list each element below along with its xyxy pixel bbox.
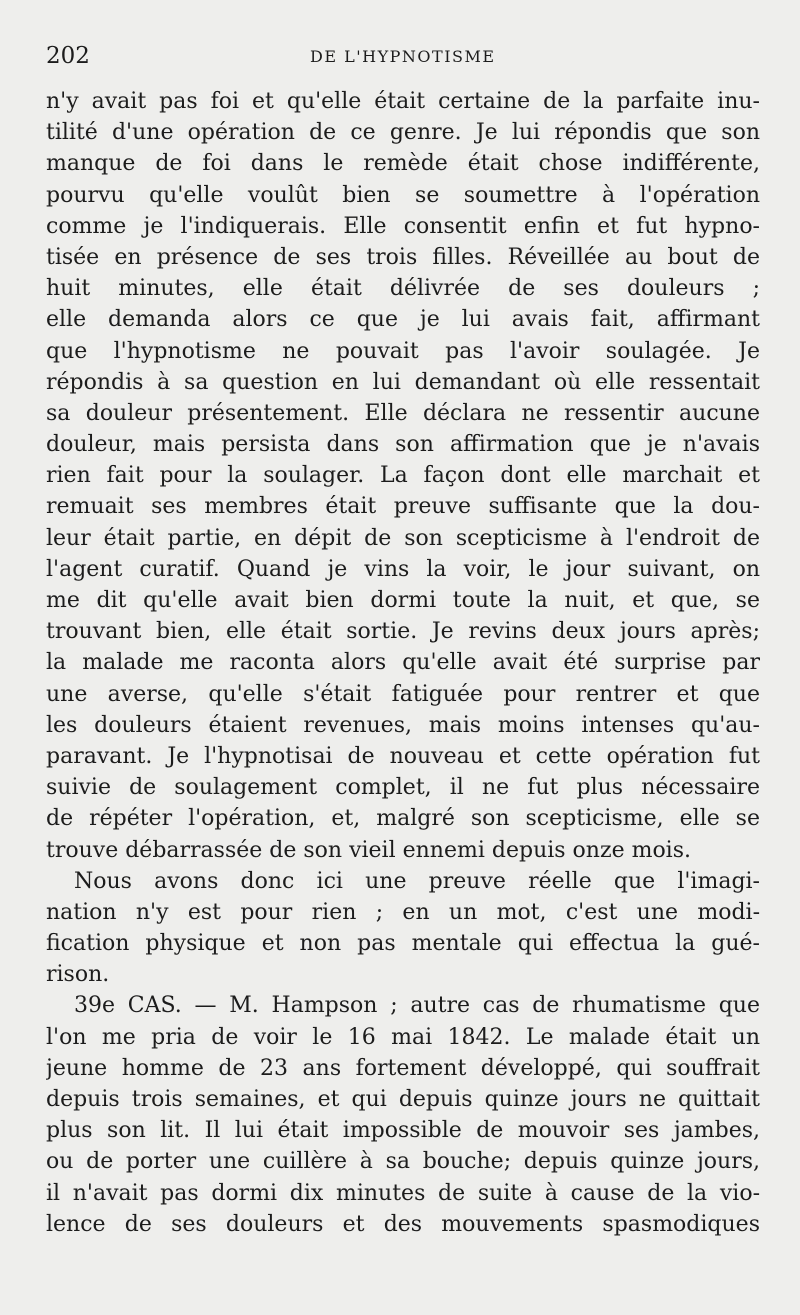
text-line: huit minutes, elle était délivrée de ses douleurs ; (46, 276, 760, 302)
page-header (46, 40, 760, 72)
text-line: la malade me raconta alors qu'elle avait été surprise par (46, 650, 760, 676)
page-number: 202 (46, 43, 90, 69)
text-line: les douleurs étaient revenues, mais moins intenses qu'au- (46, 712, 760, 738)
text-line: sa douleur présentement. Elle déclara ne ressentir aucune (46, 400, 760, 426)
text-line: il n'avait pas dormi dix minutes de suite à cause de la vio- (46, 1180, 760, 1206)
text-line: suivie de soulagement complet, il ne fut plus nécessaire (46, 775, 760, 801)
running-head: DE L'HYPNOTISME (310, 47, 496, 66)
text-line: trouve débarrassée de son vieil ennemi depuis onze mois. (46, 837, 692, 863)
text-line: rien fait pour la soulager. La façon dont elle marchait et (46, 463, 760, 489)
text-line: tisée en présence de ses trois filles. Réveillée au bout de (46, 244, 760, 270)
case-heading-line: 39e CAS. — M. Hampson ; autre cas de rhumatisme que (74, 993, 760, 1019)
text-line: trouvant bien, elle était sortie. Je revins deux jours après; (46, 619, 760, 645)
text-line: douleur, mais persista dans son affirmation que je n'avais (46, 432, 760, 458)
text-line: paravant. Je l'hypnotisai de nouveau et cette opération fut (46, 743, 760, 769)
body-text (46, 86, 760, 1240)
text-line: lence de ses douleurs et des mouvements spasmodiques (46, 1211, 760, 1237)
text-line: tilité d'une opération de ce genre. Je lui répondis que son (46, 120, 760, 146)
text-line: de répéter l'opération, et, malgré son scepticisme, elle se (46, 806, 760, 832)
text-line: l'on me pria de voir le 16 mai 1842. Le malade était un (46, 1024, 760, 1050)
text-line: ou de porter une cuillère à sa bouche; depuis quinze jours, (46, 1149, 760, 1175)
paragraph-start-line: Nous avons donc ici une preuve réelle que l'imagi- (74, 868, 760, 894)
text-line: comme je l'indiquerais. Elle consentit enfin et fut hypno- (46, 213, 760, 239)
text-line: l'agent curatif. Quand je vins la voir, le jour suivant, on (46, 556, 760, 582)
text-line: rison. (46, 962, 110, 988)
text-line: remuait ses membres était preuve suffisante que la dou- (46, 494, 760, 520)
text-line: pourvu qu'elle voulût bien se soumettre à l'opération (46, 182, 760, 208)
text-line: jeune homme de 23 ans fortement développé, qui souffrait (46, 1055, 760, 1081)
text-line: que l'hypnotisme ne pouvait pas l'avoir soulagée. Je (46, 338, 760, 364)
text-line: me dit qu'elle avait bien dormi toute la nuit, et que, se (46, 588, 760, 613)
text-line: nation n'y est pour rien ; en un mot, c'est une modi- (46, 899, 760, 925)
text-line: plus son lit. Il lui était impossible de mouvoir ses jambes, (46, 1118, 760, 1144)
text-line: leur était partie, en dépit de son scepticisme à l'endroit de (46, 525, 760, 551)
text-line: une averse, qu'elle s'était fatiguée pour rentrer et que (46, 681, 760, 707)
text-line: n'y avait pas foi et qu'elle était certaine de la parfaite inu- (46, 89, 760, 114)
text-line: fication physique et non pas mentale qui effectua la gué- (46, 931, 760, 957)
text-line: elle demanda alors ce que je lui avais fait, affirmant (46, 307, 760, 333)
text-line: manque de foi dans le remède était chose indifférente, (46, 151, 760, 177)
text-line: depuis trois semaines, et qui depuis quinze jours ne quittait (46, 1087, 760, 1112)
text-line: répondis à sa question en lui demandant où elle ressentait (46, 369, 760, 395)
